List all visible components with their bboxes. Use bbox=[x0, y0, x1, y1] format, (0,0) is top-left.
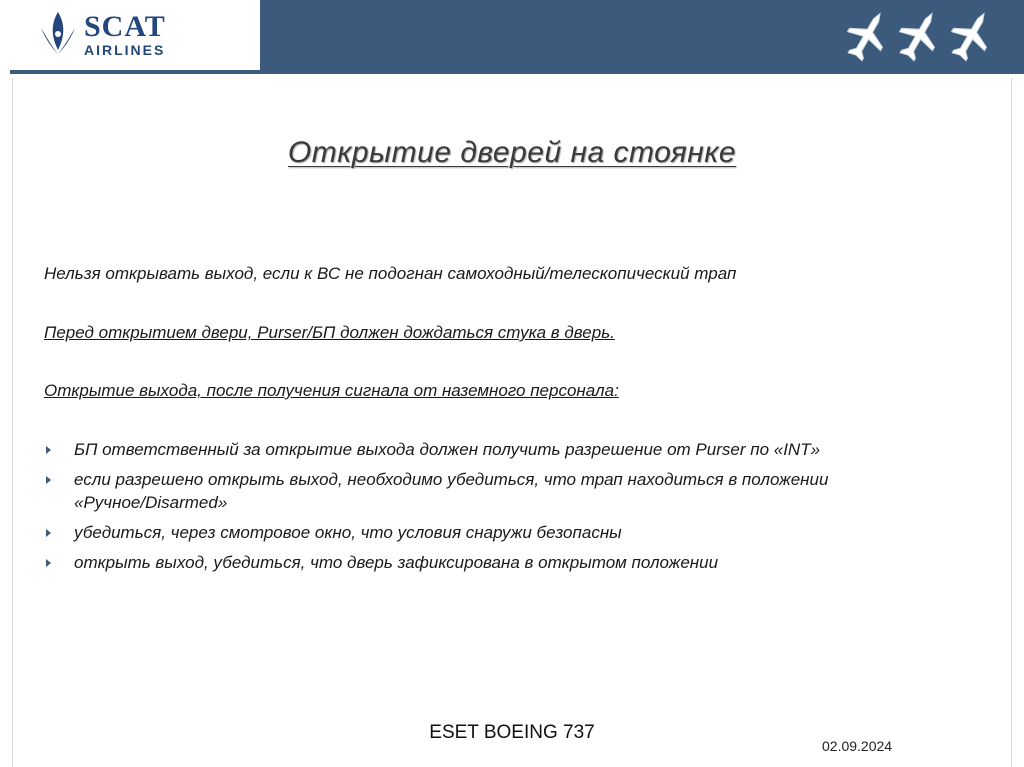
paragraph-knock: Перед открытием двери, Purser/БП должен дождаться стука в дверь. bbox=[44, 323, 615, 342]
slide-title: Открытие дверей на стоянке bbox=[287, 136, 737, 169]
paragraph-no-exit: Нельзя открывать выход, если к ВС не подогнан самоходный/телескопический трап bbox=[44, 264, 737, 283]
footer-course-name: ESET BOEING 737 bbox=[429, 722, 595, 743]
header-underline bbox=[0, 70, 270, 74]
list-item bbox=[44, 521, 984, 544]
airplane-icon bbox=[844, 8, 890, 64]
list-item bbox=[44, 551, 984, 574]
list-item-text: БП ответственный за открытие выхода должен получить разрешение от Purser по «INT» bbox=[74, 440, 821, 459]
list-item-text: открыть выход, убедиться, что дверь зафиксирована в открытом положении bbox=[74, 553, 719, 572]
bullet-arrow-icon bbox=[46, 529, 51, 537]
bullet-arrow-icon bbox=[46, 559, 51, 567]
company-logo bbox=[38, 10, 208, 58]
paragraph-signal: Открытие выхода, после получения сигнала от наземного персонала: bbox=[44, 381, 619, 400]
airplane-icon bbox=[948, 8, 994, 64]
airplane-icon bbox=[896, 8, 942, 64]
list-item-text: если разрешено открыть выход, необходимо убедиться, что трап находиться в положении «Ручное/Disarmed» bbox=[74, 470, 829, 512]
header-underline-gap bbox=[0, 70, 10, 74]
bullet-arrow-icon bbox=[46, 476, 51, 484]
bullet-arrow-icon bbox=[46, 446, 51, 454]
procedure-list bbox=[44, 438, 984, 581]
scat-logo-icon bbox=[38, 10, 78, 58]
header-band bbox=[260, 0, 1024, 74]
list-item bbox=[44, 468, 984, 514]
logo-subtitle-text: AIRLINES bbox=[84, 42, 166, 58]
list-item-text: убедиться, через смотровое окно, что условия снаружи безопасны bbox=[74, 523, 622, 542]
airplane-icons-group bbox=[844, 8, 994, 64]
list-item bbox=[44, 438, 984, 461]
footer-date: 02.09.2024 bbox=[822, 738, 893, 754]
logo-brand-text: SCAT bbox=[84, 10, 166, 43]
slide-frame bbox=[12, 78, 1012, 767]
